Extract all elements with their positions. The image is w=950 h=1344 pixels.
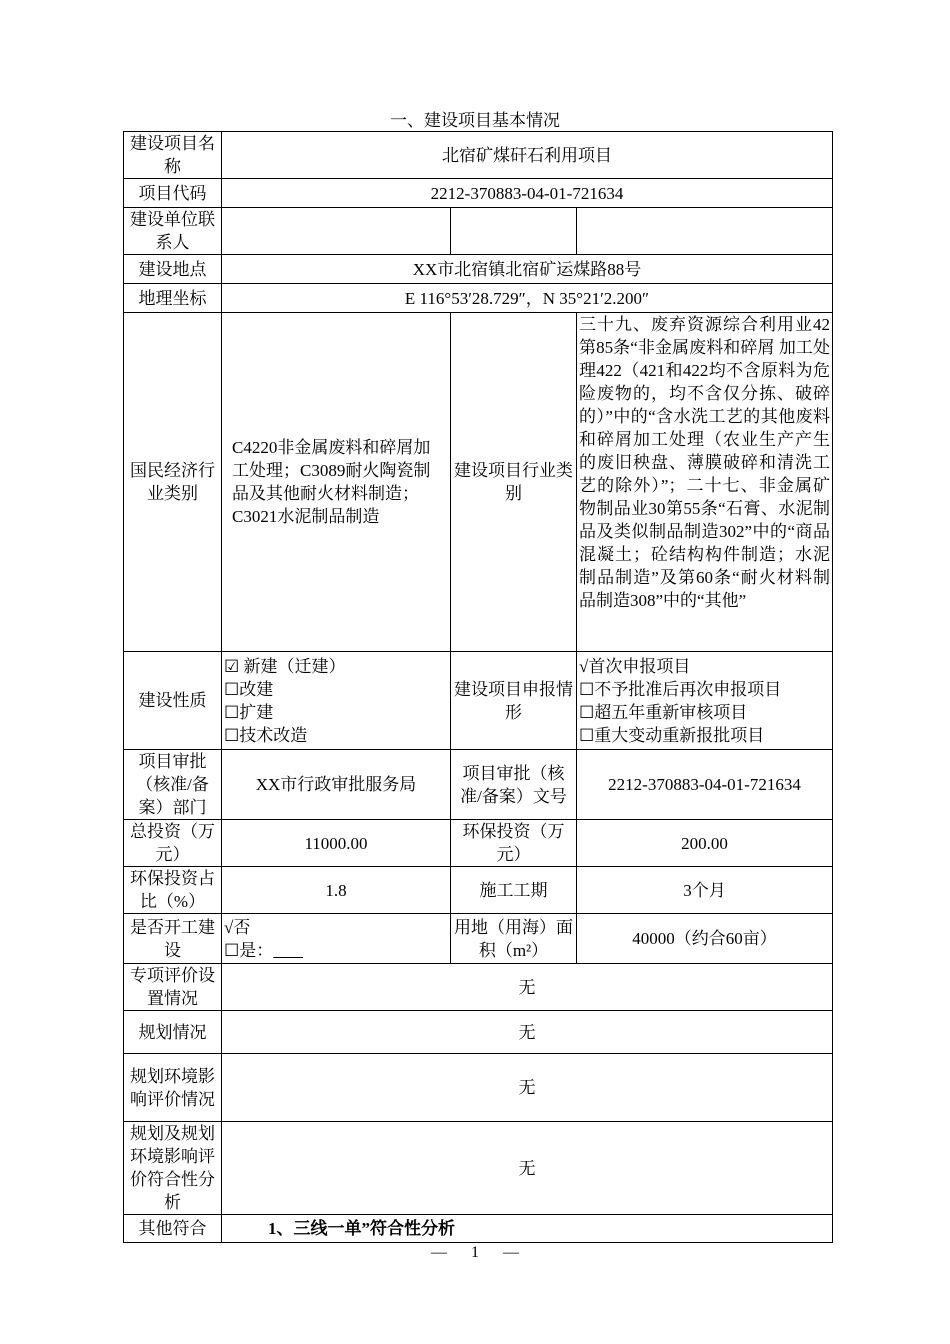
nature-option-rebuild: ☐改建 <box>224 679 274 699</box>
row-planning <box>124 1011 833 1054</box>
label-special-eval: 专项评价设置情况 <box>124 964 222 1011</box>
label-project-code: 项目代码 <box>124 179 222 208</box>
declare-option-first: √首次申报项目 <box>579 656 691 676</box>
label-contact: 建设单位联系人 <box>124 208 222 255</box>
row-industry <box>124 313 833 652</box>
started-yes-blank <box>273 941 303 960</box>
label-location: 建设地点 <box>124 255 222 284</box>
value-coordinates: E 116°53′28.729″，N 35°21′2.200″ <box>222 284 833 313</box>
nature-option-expand: ☐扩建 <box>224 702 274 722</box>
value-approval: XX市行政审批服务局 <box>222 750 451 820</box>
value-industry: C4220非金属废料和碎屑加工处理；C3089耐火陶瓷制品及其他耐火材料制造；C3021水泥制品制造 <box>222 313 451 652</box>
value-declare-options <box>577 652 833 750</box>
value-area: 40000（约合60亩） <box>577 914 833 964</box>
row-ratio <box>124 867 833 914</box>
value-other: 1、三线一单”符合性分析 <box>222 1215 833 1243</box>
page-number: 1 <box>471 1244 479 1261</box>
row-coordinates <box>124 284 833 313</box>
label-industry-category: 建设项目行业类别 <box>451 313 577 652</box>
value-nature-options <box>222 652 451 750</box>
started-option-yes <box>224 939 448 962</box>
footer-dash-left: — <box>431 1244 447 1261</box>
label-period: 施工工期 <box>451 867 577 914</box>
label-declare: 建设项目申报情形 <box>451 652 577 750</box>
row-project-code <box>124 179 833 208</box>
value-approval-doc: 2212-370883-04-01-721634 <box>577 750 833 820</box>
label-area: 用地（用海）面积（m²） <box>451 914 577 964</box>
value-project-name: 北宿矿煤矸石利用项目 <box>222 132 833 179</box>
page-title: 一、建设项目基本情况 <box>390 111 560 130</box>
label-approval: 项目审批（核准/备案）部门 <box>124 750 222 820</box>
footer-dash-right: — <box>503 1244 519 1261</box>
label-nature: 建设性质 <box>124 652 222 750</box>
label-planning: 规划情况 <box>124 1011 222 1054</box>
value-investment: 11000.00 <box>222 820 451 867</box>
label-env-investment: 环保投资（万元） <box>451 820 577 867</box>
label-investment: 总投资（万元） <box>124 820 222 867</box>
label-planning-env: 规划环境影响评价情况 <box>124 1054 222 1122</box>
declare-option-resubmit: ☐不予批准后再次申报项目 <box>579 679 782 699</box>
value-started <box>222 914 451 964</box>
row-planning-env <box>124 1054 833 1122</box>
label-coordinates: 地理坐标 <box>124 284 222 313</box>
started-option-yes-label: ☐是： <box>224 940 274 960</box>
label-ratio: 环保投资占比（%） <box>124 867 222 914</box>
value-planning-env: 无 <box>222 1054 833 1122</box>
declare-option-review: ☐超五年重新审核项目 <box>579 702 748 722</box>
label-project-name: 建设项目名称 <box>124 132 222 179</box>
label-started: 是否开工建设 <box>124 914 222 964</box>
value-project-code: 2212-370883-04-01-721634 <box>222 179 833 208</box>
row-approval <box>124 750 833 820</box>
declare-option-major: ☐重大变动重新报批项目 <box>579 725 765 745</box>
row-other <box>124 1215 833 1243</box>
value-planning: 无 <box>222 1011 833 1054</box>
value-industry-category: 三十九、废弃资源综合利用业42第85条“非金属废料和碎屑 加工处理422（421和422均不含原料为危险废物的，均不含仅分拣、破碎的）”中的“含水洗工艺的其他废料和碎屑加工处理（农业生产产生的废旧秧盘、薄膜破碎和清洗工艺的除外）”；二十七、非金属矿物制品业30第55条“石膏、水泥制品及类似制品制造302”中的“商品混凝土；砼结构构件制造；水泥制品制造”及第60条“耐火材料制品制造308”中的“其他” <box>577 313 833 652</box>
started-option-no: √否 <box>224 917 251 937</box>
page-footer <box>0 1243 950 1263</box>
label-other: 其他符合 <box>124 1215 222 1243</box>
project-info-table <box>123 131 833 1243</box>
row-nature <box>124 652 833 750</box>
row-investment <box>124 820 833 867</box>
row-project-name <box>124 132 833 179</box>
label-conformity: 规划及规划环境影响评价符合性分析 <box>124 1122 222 1215</box>
value-conformity: 无 <box>222 1122 833 1215</box>
value-contact-1 <box>222 208 451 255</box>
row-conformity <box>124 1122 833 1215</box>
row-started <box>124 914 833 964</box>
value-special-eval: 无 <box>222 964 833 1011</box>
label-industry: 国民经济行业类别 <box>124 313 222 652</box>
value-ratio: 1.8 <box>222 867 451 914</box>
row-special-eval <box>124 964 833 1011</box>
nature-option-new: ☑ 新建（迁建） <box>224 656 346 676</box>
value-contact-3 <box>577 208 833 255</box>
label-approval-doc: 项目审批（核准/备案）文号 <box>451 750 577 820</box>
row-location <box>124 255 833 284</box>
value-period: 3个月 <box>577 867 833 914</box>
value-location: XX市北宿镇北宿矿运煤路88号 <box>222 255 833 284</box>
nature-option-tech: ☐技术改造 <box>224 725 308 745</box>
value-contact-2 <box>451 208 577 255</box>
value-env-investment: 200.00 <box>577 820 833 867</box>
row-contact <box>124 208 833 255</box>
